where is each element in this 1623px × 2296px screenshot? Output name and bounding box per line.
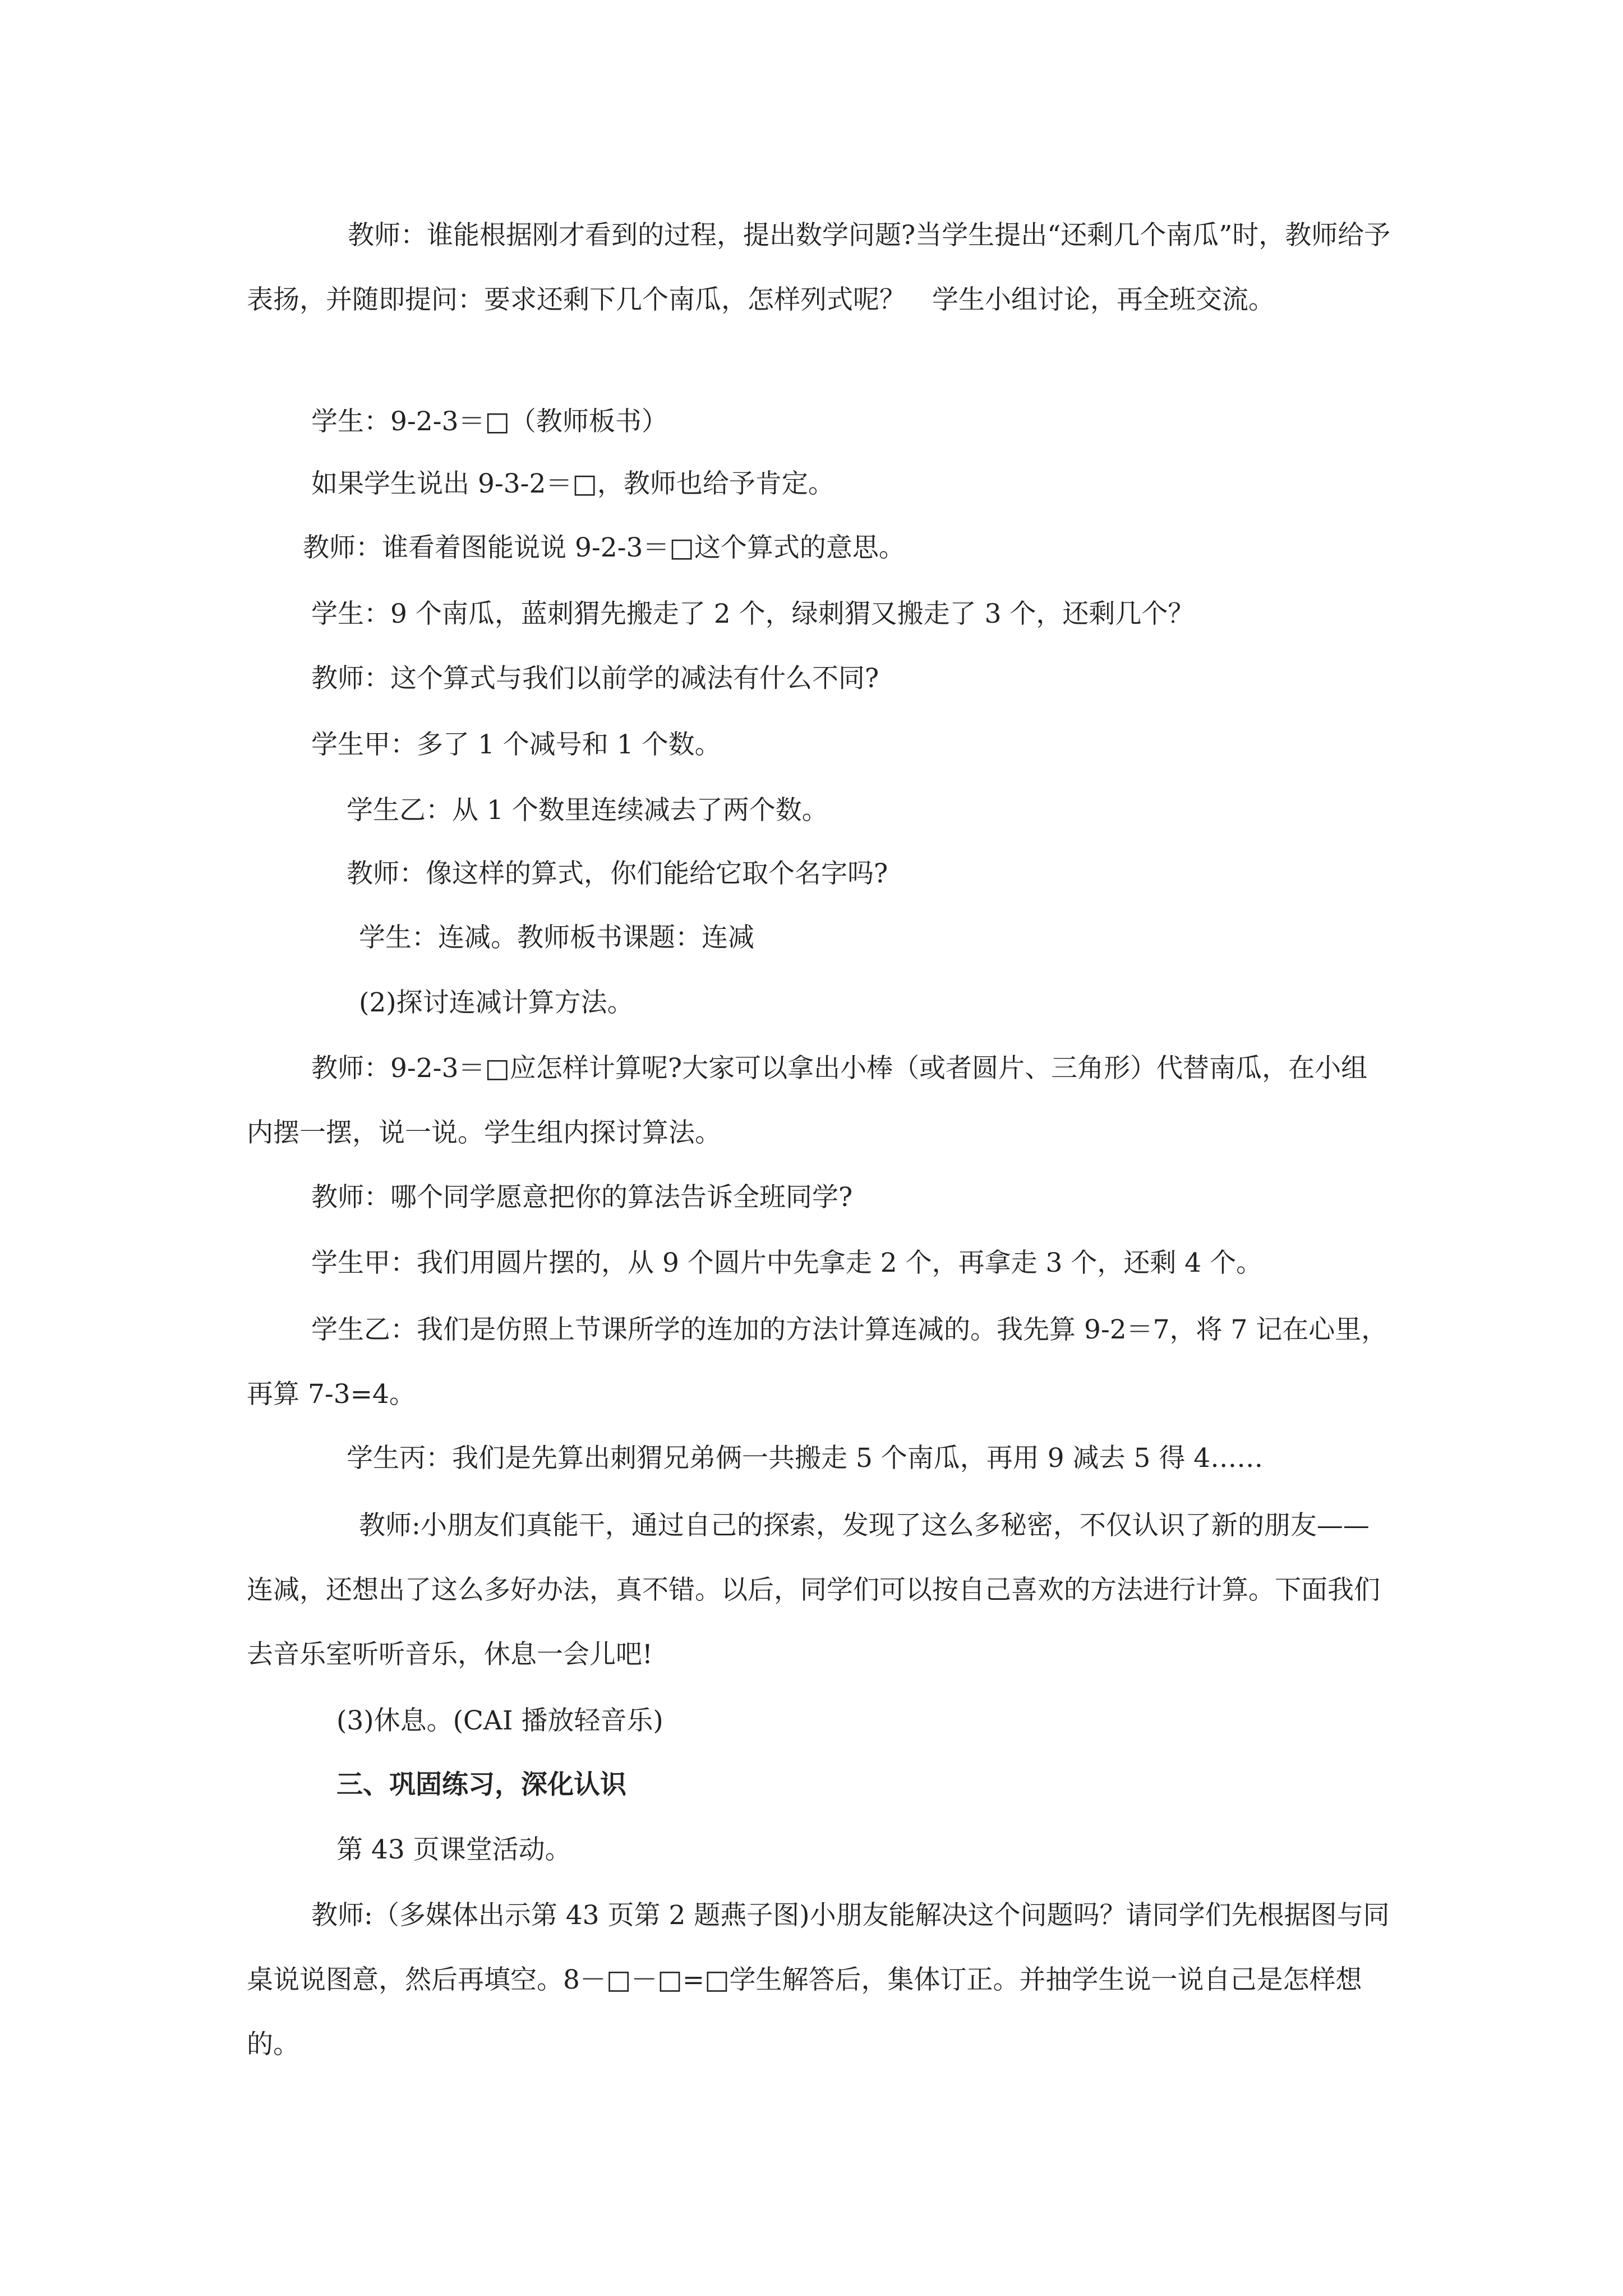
- paragraph-teacher-share: 教师：哪个同学愿意把你的算法告诉全班同学?: [311, 1182, 853, 1213]
- paragraph-teacher-difference: 教师：这个算式与我们以前学的减法有什么不同?: [311, 663, 879, 694]
- paragraph-rest: (3)休息。(CAI 播放轻音乐): [336, 1705, 663, 1736]
- paragraph-student-a: 学生甲：多了 1 个减号和 1 个数。: [311, 729, 721, 760]
- paragraph-student-name: 学生：连减。教师板书课题：连减: [359, 922, 754, 953]
- paragraph-student-c-method: 学生丙：我们是先算出刺猬兄弟俩一共搬走 5 个南瓜，再用 9 减去 5 得 4……: [347, 1443, 1264, 1474]
- paragraph-student-answer: 学生：9-2-3＝□（教师板书）: [311, 406, 668, 437]
- section-heading-practice: 三、巩固练习，深化认识: [336, 1769, 626, 1800]
- paragraph-teacher-meaning: 教师：谁看着图能说说 9-2-3＝□这个算式的意思。: [303, 532, 905, 563]
- paragraph-section-2: (2)探讨连减计算方法。: [359, 987, 634, 1018]
- paragraph-teacher-method: 教师：9-2-3＝□应怎样计算呢?大家可以拿出小棒（或者圆片、三角形）代替南瓜，在小组内摆一摆，说一说。学生组内探讨算法。: [247, 1053, 1368, 1148]
- paragraph-teacher-question: 教师：谁能根据刚才看到的过程，提出数学问题?当学生提出“还剩几个南瓜”时，教师给予表扬，并随即提问：要求还剩下几个南瓜，怎样列式呢？ 学生小组讨论，再全班交流。: [247, 220, 1391, 315]
- paragraph-page-activity: 第 43 页课堂活动。: [336, 1834, 571, 1865]
- paragraph-teacher-swallow: 教师:（多媒体出示第 43 页第 2 题燕子图)小朋友能解决这个问题吗？请同学们先根据图与同桌说说图意，然后再填空。8－□－□=□学生解答后，集体订正。并抽学生说一说自己是怎样想的。: [247, 1900, 1390, 2060]
- paragraph-student-a-method: 学生甲：我们用圆片摆的，从 9 个圆片中先拿走 2 个，再拿走 3 个，还剩 4 个。: [311, 1248, 1263, 1278]
- paragraph-teacher-name: 教师：像这样的算式，你们能给它取个名字吗?: [347, 858, 888, 889]
- paragraph-affirm: 如果学生说出 9-3-2＝□，教师也给予肯定。: [311, 468, 834, 499]
- paragraph-student-pumpkins: 学生：9 个南瓜，蓝刺猬先搬走了 2 个，绿刺猬又搬走了 3 个，还剩几个？: [311, 599, 1195, 629]
- paragraph-student-b: 学生乙：从 1 个数里连续减去了两个数。: [347, 795, 828, 826]
- paragraph-teacher-praise: 教师:小朋友们真能干，通过自己的探索，发现了这么多秘密，不仅认识了新的朋友——连减，还想出了这么多好办法，真不错。以后，同学们可以按自己喜欢的方法进行计算。下面我们去音乐室听听音乐，休息一会儿吧!: [247, 1510, 1380, 1670]
- paragraph-student-b-method: 学生乙：我们是仿照上节课所学的连加的方法计算连减的。我先算 9-2＝7，将 7 记在心里，再算 7-3=4。: [247, 1314, 1388, 1410]
